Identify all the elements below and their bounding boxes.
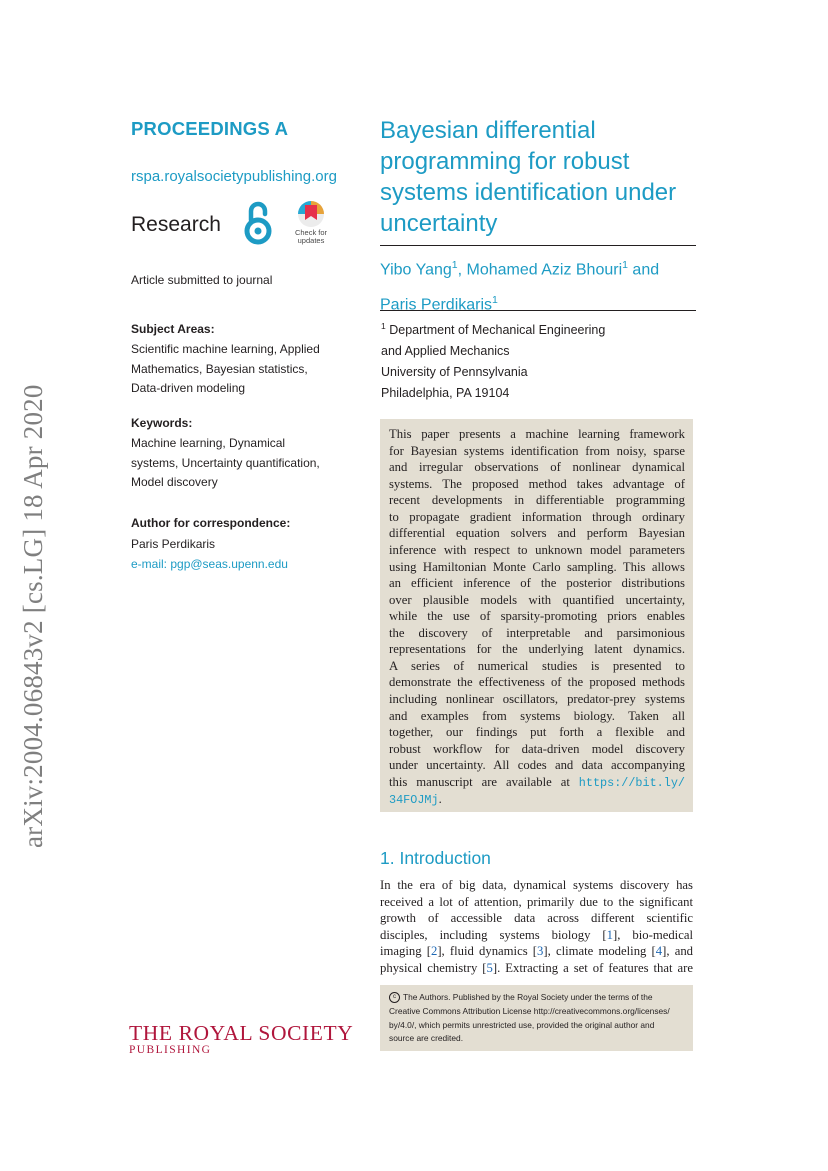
abstract-line: A series of numerical studies is presented to — [389, 658, 685, 673]
citation-link[interactable]: 2 — [430, 944, 438, 959]
check-for-updates-badge[interactable] — [288, 200, 334, 248]
author-affiliation-mark: 1 — [492, 294, 498, 307]
abstract-line: systems. The proposed method takes advantage of — [389, 476, 685, 491]
logo-line-1: THE ROYAL SOCIETY — [129, 1021, 354, 1045]
intro-line — [380, 927, 693, 944]
abstract-line: using Hamiltonian Monte Carlo sampling. This allows — [389, 559, 685, 574]
keywords-line: systems, Uncertainty quantification, — [131, 455, 320, 470]
abstract-line: an efficient inference of the posterior distributions — [389, 576, 685, 591]
correspondence-name: Paris Perdikaris — [131, 537, 216, 551]
keywords-line: Model discovery — [131, 475, 218, 489]
intro-text-span: physical chemistry [ — [380, 960, 487, 975]
abstract-line: This paper presents a machine learning framework — [389, 427, 685, 441]
affiliation — [381, 316, 697, 404]
intro-text-span: ], climate modeling [ — [543, 944, 656, 959]
abstract-period: . — [438, 792, 442, 807]
intro-text-span: growth of accessible data across different scientific — [380, 911, 693, 926]
abstract-text — [389, 426, 685, 809]
section-heading-introduction: 1. Introduction — [380, 848, 491, 868]
keywords-list — [131, 434, 331, 493]
royal-society-logo — [129, 1021, 353, 1056]
correspondence-email-link[interactable]: e-mail: pgp@seas.upenn.edu — [131, 557, 288, 571]
title-divider — [380, 245, 696, 246]
abstract-line: under uncertainty. All codes and data accompanying — [389, 758, 685, 773]
abstract-line: together, our findings put forth a flexible and — [389, 725, 685, 740]
intro-text-span: In the era of big data, dynamical systems discovery has — [380, 878, 693, 892]
open-access-icon — [242, 200, 274, 246]
paper-title — [380, 115, 700, 239]
intro-text-span: ]. Extracting a set of features that are — [492, 960, 693, 975]
abstract-line: over plausible models with quantified uncertainty, — [389, 592, 685, 607]
license-line: source are credited. — [389, 1033, 464, 1044]
keywords-line: Machine learning, Dynamical — [131, 436, 286, 450]
correspondence-heading: Author for correspondence: — [131, 516, 291, 530]
abstract-line: representations for the underlying latent dynamics. — [389, 642, 685, 657]
license-line: by/4.0/, which permits unrestricted use, provided the original author and — [389, 1019, 655, 1030]
abstract-line: this manuscript are available at — [389, 774, 579, 789]
abstract-line: differential equation solvers and perform Bayesian — [389, 526, 685, 541]
abstract-line: and examples from systems biology. Taken all — [389, 708, 685, 723]
abstract-line: including nonlinear oscillators, predator-prey systems — [389, 692, 685, 706]
affiliation-line: and Applied Mechanics — [381, 344, 510, 359]
crossmark-label-1: Check for — [294, 228, 328, 237]
license-line: The Authors. Published by the Royal Society under the terms of the — [403, 992, 653, 1002]
abstract-line: the discovery of interpretable and parsimonious — [389, 625, 685, 640]
crossmark-icon — [288, 200, 334, 230]
intro-text-span: received a lot of attention, primarily due to the significant — [380, 894, 693, 909]
submission-status: Article submitted to journal — [131, 273, 273, 287]
author-name: Mohamed Aziz Bhouri — [466, 261, 623, 279]
author-separator: and — [627, 261, 660, 279]
author-affiliation-mark: 1 — [622, 259, 628, 271]
citation-link[interactable]: 3 — [537, 944, 544, 959]
journal-name: PROCEEDINGS A — [131, 118, 289, 139]
abstract-box — [380, 419, 693, 812]
citation-link[interactable]: 5 — [486, 960, 493, 975]
abstract-line: and irregular observations of nonlinear dynamical — [389, 460, 685, 475]
keywords-heading: Keywords: — [131, 416, 193, 430]
intro-line — [380, 877, 693, 894]
subject-line: Data-driven modeling — [131, 381, 246, 395]
author-name: Yibo Yang — [380, 261, 452, 279]
citation-link[interactable]: 4 — [655, 944, 663, 959]
abstract-line: robust workflow for data-driven model discovery — [389, 741, 685, 756]
code-data-link[interactable]: 34FOJMj — [389, 793, 439, 808]
intro-line — [380, 894, 693, 911]
abstract-line: while the use of sparsity-promoting priors enables — [389, 609, 685, 624]
abstract-line: demonstrate the effectiveness of the proposed methods — [389, 675, 685, 690]
introduction-text — [380, 877, 693, 977]
copyright-icon: c — [389, 992, 400, 1003]
abstract-line: recent developments in differentiable programming — [389, 493, 685, 508]
crossmark-label-2: updates — [297, 236, 325, 245]
subject-line: Scientific machine learning, Applied — [131, 342, 320, 356]
intro-line — [380, 943, 693, 960]
section-type: Research — [131, 213, 221, 236]
author-affiliation-mark: 1 — [451, 259, 458, 271]
license-box — [380, 985, 693, 1051]
affiliation-line: Philadelphia, PA 19104 — [381, 386, 510, 401]
authors-divider — [380, 310, 696, 311]
abstract-line: inference with respect to unknown model parameters — [389, 542, 685, 557]
intro-text-span: imaging [ — [380, 944, 431, 959]
affiliation-mark: 1 — [381, 321, 386, 331]
intro-text-span: disciples, including systems biology [ — [380, 927, 607, 942]
author-separator: , — [457, 261, 467, 279]
abstract-line: for Bayesian systems identification from noisy, sparse — [389, 443, 685, 458]
journal-url-link[interactable]: rspa.royalsocietypublishing.org — [131, 168, 337, 185]
license-text — [389, 991, 685, 1046]
title-line: programming for robust — [380, 148, 630, 175]
intro-text-span: ], fluid dynamics [ — [437, 944, 538, 959]
abstract-line: to propagate gradient information through ordinary — [389, 509, 685, 524]
intro-line — [380, 960, 693, 977]
title-line: Bayesian differential — [380, 117, 596, 144]
subject-areas-heading: Subject Areas: — [131, 322, 215, 336]
author-name: Paris Perdikaris — [380, 296, 493, 314]
logo-line-2: PUBLISHING — [129, 1044, 212, 1056]
title-line: systems identification under — [380, 179, 677, 206]
subject-line: Mathematics, Bayesian statistics, — [131, 361, 308, 376]
subject-areas-list — [131, 340, 331, 399]
affiliation-line: Department of Mechanical Engineering — [389, 323, 606, 338]
title-line: uncertainty — [380, 210, 498, 237]
intro-text-span: ], bio-medical — [613, 927, 693, 942]
license-line: Creative Commons Attribution License http://creativecommons.org/licenses/ — [389, 1005, 670, 1016]
code-data-link[interactable]: https://bit.ly/ — [578, 775, 685, 790]
intro-line — [380, 910, 693, 927]
intro-text-span: ], and — [662, 944, 694, 959]
citation-link[interactable]: 1 — [606, 927, 613, 942]
affiliation-line: University of Pennsylvania — [381, 365, 528, 380]
arxiv-stamp: arXiv:2004.06843v2 [cs.LG] 18 Apr 2020 — [18, 384, 48, 848]
